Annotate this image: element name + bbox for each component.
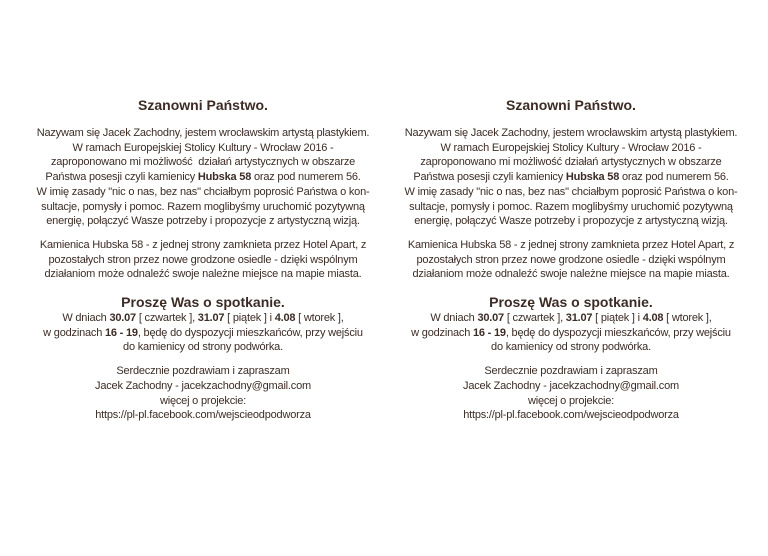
text-line: W imię zasady "nic o nas, bez nas" chciałbym poprosić Państwa o kon- xyxy=(404,185,738,198)
text-line: Nazywam się Jacek Zachodny, jestem wrocławskim artystą plastykiem. xyxy=(404,127,738,139)
letter-column-right xyxy=(391,97,751,432)
signature-block xyxy=(391,364,751,423)
text-line: Jacek Zachodny - jacekzachodny@gmail.com xyxy=(463,379,679,392)
salutation-heading: Szanowni Państwo. xyxy=(506,97,636,113)
text-line: sultacje, pomysły i pomoc. Razem moglibyśmy uruchomić pozytywną xyxy=(409,200,733,213)
text-line: działaniom może odnaleźć swoje należne miejsce na mapie miasta. xyxy=(44,268,362,281)
text-line: Kamienica Hubska 58 - z jednej strony zamknieta przez Hotel Apart, z xyxy=(39,238,367,251)
text-line: sultacje, pomysły i pomoc. Razem moglibyśmy uruchomić pozytywną xyxy=(41,200,365,213)
text-line: w godzinach 16 - 19, będę do dyspozycji mieszkańców, przy wejściu xyxy=(411,326,731,339)
text-line: https://pl-pl.facebook.com/wejscieodpodworza xyxy=(463,409,679,422)
text-line: zaproponowano mi możliwość działań artystycznych w obszarze xyxy=(50,156,356,169)
text-line: W dniach 30.07 [ czwartek ], 31.07 [ piątek ] i 4.08 [ wtorek ], xyxy=(430,312,712,325)
text-line: do kamienicy od strony podwórka. xyxy=(123,341,283,354)
signature-block xyxy=(23,364,383,423)
text-line: do kamienicy od strony podwórka. xyxy=(491,341,651,354)
salutation-heading: Szanowni Państwo. xyxy=(138,97,268,113)
text-line: Nazywam się Jacek Zachodny, jestem wrocławskim artystą plastykiem. xyxy=(36,127,370,139)
text-line: Serdecznie pozdrawiam i zapraszam xyxy=(484,365,658,378)
text-line: energię, połączyć Wasze potrzeby i propozycje z artystyczną wizją. xyxy=(414,215,728,228)
text-line: pozostałych stron przez nowe grodzone osiedle - dzięki wspólnym xyxy=(48,253,358,266)
text-line: W ramach Europejskiej Stolicy Kultury - Wrocław 2016 - xyxy=(440,141,702,154)
text-line: Kamienica Hubska 58 - z jednej strony zamknieta przez Hotel Apart, z xyxy=(407,238,735,251)
building-paragraph xyxy=(391,238,751,282)
schedule-paragraph xyxy=(391,311,751,355)
text-line: W imię zasady "nic o nas, bez nas" chciałbym poprosić Państwa o kon- xyxy=(36,185,370,198)
intro-paragraph xyxy=(23,126,383,229)
text-line: więcej o projekcie: xyxy=(527,394,615,407)
text-line: w godzinach 16 - 19, będę do dyspozycji mieszkańców, przy wejściu xyxy=(43,326,363,339)
meeting-request-heading: Proszę Was o spotkanie. xyxy=(121,294,285,311)
text-line: pozostałych stron przez nowe grodzone osiedle - dzięki wspólnym xyxy=(416,253,726,266)
meeting-request-heading: Proszę Was o spotkanie. xyxy=(489,294,653,311)
text-line: Serdecznie pozdrawiam i zapraszam xyxy=(116,365,290,378)
text-line: Państwa posesji czyli kamienicy Hubska 58 oraz pod numerem 56. xyxy=(413,171,729,184)
text-line: zaproponowano mi możliwość działań artystycznych w obszarze xyxy=(420,156,722,169)
building-paragraph xyxy=(23,238,383,282)
text-line: działaniom może odnaleźć swoje należne miejsce na mapie miasta. xyxy=(412,268,730,281)
intro-paragraph xyxy=(391,126,751,229)
text-line: W ramach Europejskiej Stolicy Kultury - Wrocław 2016 - xyxy=(72,141,334,154)
text-line: energię, połączyć Wasze potrzeby i propozycje z artystyczną wizją. xyxy=(46,215,360,228)
text-line: https://pl-pl.facebook.com/wejscieodpodworza xyxy=(95,409,311,422)
schedule-paragraph xyxy=(23,311,383,355)
text-line: Jacek Zachodny - jacekzachodny@gmail.com xyxy=(95,379,311,392)
text-line: W dniach 30.07 [ czwartek ], 31.07 [ piątek ] i 4.08 [ wtorek ], xyxy=(62,312,344,325)
letter-column-left xyxy=(23,97,383,432)
text-line: więcej o projekcie: xyxy=(159,394,247,407)
text-line: Państwa posesji czyli kamienicy Hubska 58 oraz pod numerem 56. xyxy=(45,171,361,184)
